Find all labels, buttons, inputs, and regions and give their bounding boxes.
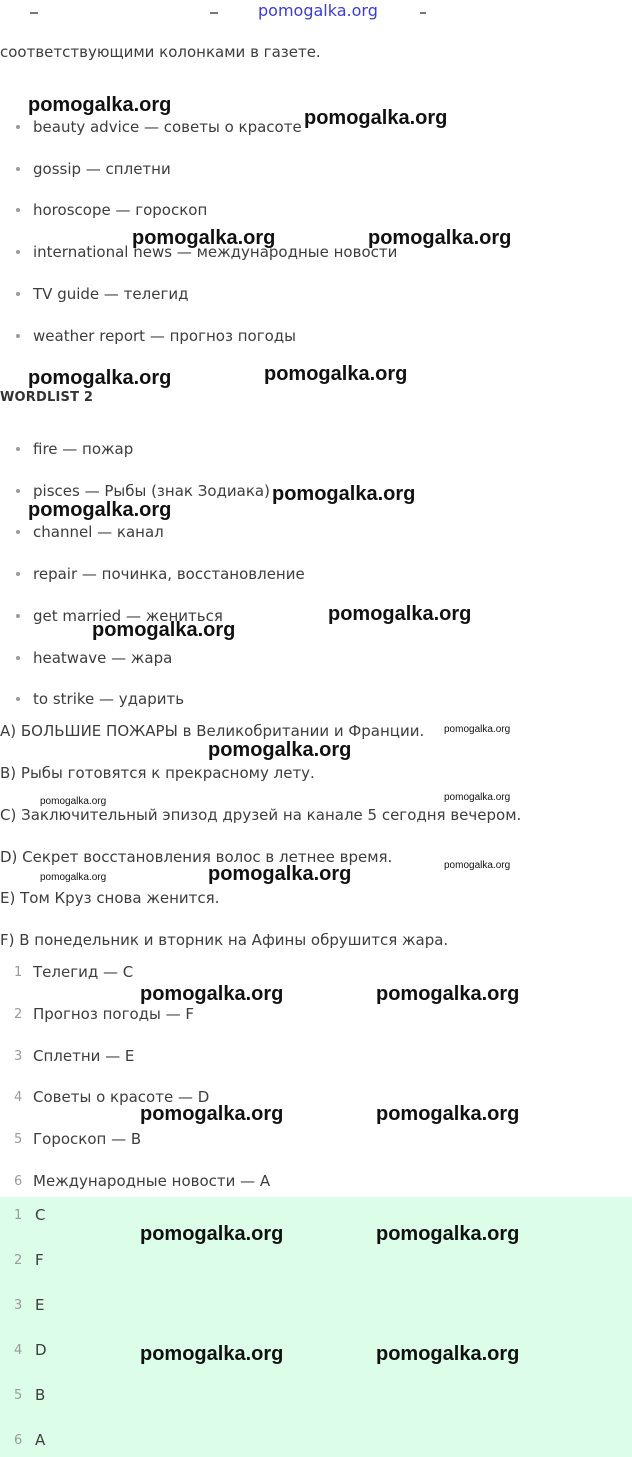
headline: B) Рыбы готовятся к прекрасному лету. [0, 764, 315, 782]
bullet-icon [16, 125, 20, 129]
bullet-icon [16, 250, 20, 254]
wordlist-2-title: WORDLIST 2 [0, 390, 94, 405]
watermark: pomogalka.org [132, 227, 276, 249]
watermark: pomogalka.org [140, 1223, 284, 1245]
watermark: pomogalka.org [376, 1223, 520, 1245]
bullet-icon [16, 447, 20, 451]
headline: A) БОЛЬШИЕ ПОЖАРЫ в Великобритании и Франции. [0, 722, 425, 740]
watermark: pomogalka.org [376, 1343, 520, 1365]
item-number: 2 [14, 1253, 23, 1268]
bullet-icon [16, 292, 20, 296]
answer-box: 1 C 2 F 3 E 4 D 5 B 6 A [0, 1197, 632, 1457]
watermark-small: pomogalka.org [444, 792, 511, 803]
watermark: pomogalka.org [208, 863, 352, 885]
watermark: pomogalka.org [328, 603, 472, 625]
item-number: 6 [14, 1433, 23, 1448]
watermark: pomogalka.org [208, 739, 352, 761]
watermark-top: pomogalka.org [258, 1, 378, 20]
bullet-icon [16, 167, 20, 171]
item-number: 1 [14, 965, 23, 980]
watermark-small: pomogalka.org [444, 860, 511, 871]
item-number: 2 [14, 1007, 23, 1022]
bullet-icon [16, 614, 20, 618]
item-number: 5 [14, 1132, 23, 1147]
item-number: 4 [14, 1090, 23, 1105]
bullet-icon [16, 208, 20, 212]
headline: E) Том Круз снова женится. [0, 889, 220, 907]
watermark: pomogalka.org [140, 1103, 284, 1125]
item-number: 6 [14, 1174, 23, 1189]
watermark-small: pomogalka.org [40, 796, 107, 807]
watermark-small: pomogalka.org [40, 872, 107, 883]
intro-text: соответствующими колонками в газете. [0, 43, 321, 61]
bullet-icon [16, 530, 20, 534]
bullet-icon [16, 697, 20, 701]
watermark: pomogalka.org [28, 499, 172, 521]
bullet-icon [16, 334, 20, 338]
headline: C) Заключительный эпизод друзей на канале 5 сегодня вечером. [0, 806, 522, 824]
watermark: pomogalka.org [140, 1343, 284, 1365]
watermark: pomogalka.org [140, 983, 284, 1005]
bullet-icon [16, 572, 20, 576]
watermark: pomogalka.org [368, 227, 512, 249]
watermark: pomogalka.org [272, 483, 416, 505]
watermark: pomogalka.org [304, 107, 448, 129]
item-number: 3 [14, 1298, 23, 1313]
item-number: 3 [14, 1049, 23, 1064]
watermark: pomogalka.org [28, 367, 172, 389]
watermark: pomogalka.org [92, 619, 236, 641]
watermark: pomogalka.org [264, 363, 408, 385]
item-number: 4 [14, 1343, 23, 1358]
item-number: 1 [14, 1208, 23, 1223]
watermark-small: pomogalka.org [444, 724, 511, 735]
item-number: 5 [14, 1388, 23, 1403]
bullet-icon [16, 656, 20, 660]
headline: D) Секрет восстановления волос в летнее время. [0, 848, 393, 866]
watermark: pomogalka.org [376, 1103, 520, 1125]
watermark: pomogalka.org [376, 983, 520, 1005]
watermark: pomogalka.org [28, 94, 172, 116]
headline: F) В понедельник и вторник на Афины обрушится жара. [0, 931, 449, 949]
bullet-icon [16, 489, 20, 493]
